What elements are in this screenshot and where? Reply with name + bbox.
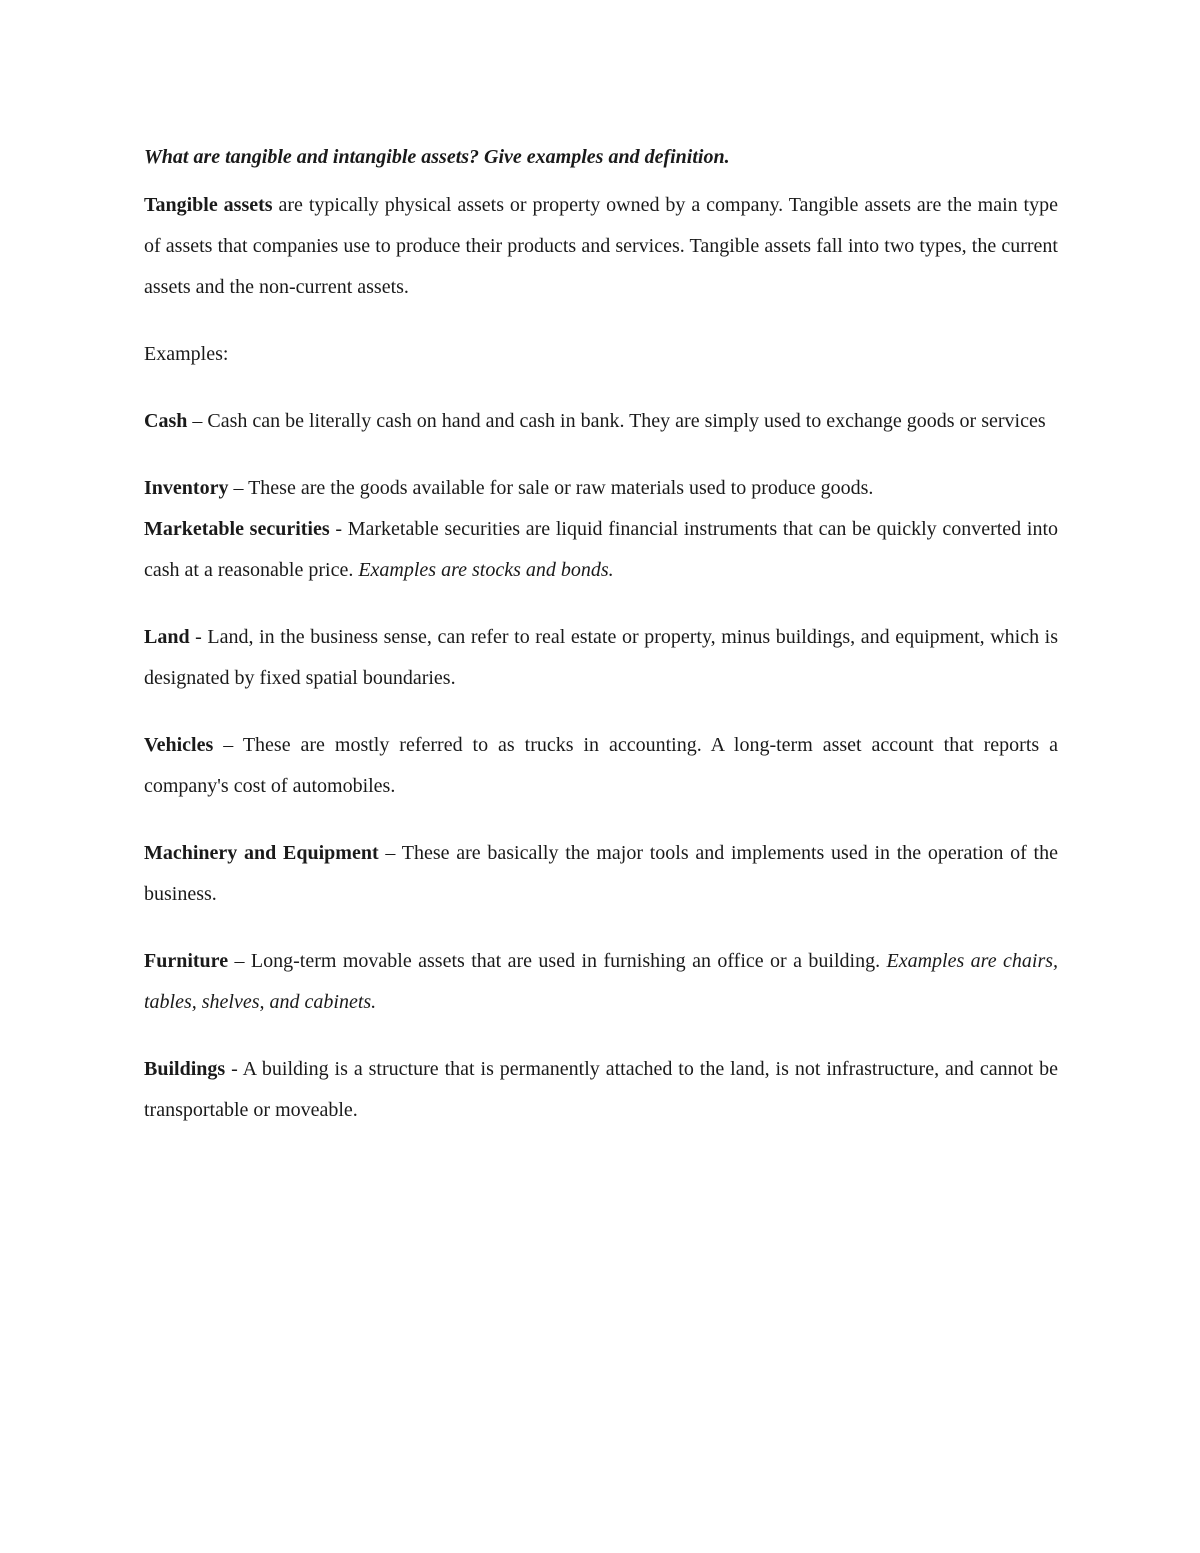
item-marketable-securities <box>144 509 1058 591</box>
item-vehicles <box>144 725 1058 807</box>
intro-text: are typically physical assets or property owned by a company. Tangible assets are the main type of assets that companies use to produce their products and services. Tangible assets fall into two types, the current assets and the non-current assets. <box>144 194 1058 298</box>
item-term: Land <box>144 626 190 648</box>
item-example: Examples are stocks and bonds. <box>358 559 614 581</box>
item-text: – Cash can be literally cash on hand and cash in bank. They are simply used to exchange goods or services <box>187 410 1046 432</box>
item-term: Furniture <box>144 950 229 972</box>
item-term: Cash <box>144 410 188 432</box>
item-term: Inventory <box>144 477 229 499</box>
question-heading: What are tangible and intangible assets? Give examples and definition. <box>144 146 730 168</box>
item-text: – These are basically the major tools and implements used in the operation of the business. <box>144 842 1058 905</box>
item-text: - Land, in the business sense, can refer to real estate or property, minus buildings, and equipment, which is designated by fixed spatial boundaries. <box>144 626 1058 689</box>
item-text: - Marketable securities are liquid financial instruments that can be quickly converted into cash at a reasonable price. <box>144 518 1058 581</box>
intro-term: Tangible assets <box>144 194 273 216</box>
item-furniture <box>144 941 1058 1023</box>
item-land <box>144 617 1058 699</box>
item-term: Machinery and Equipment <box>144 842 379 864</box>
document-body <box>144 142 1058 1157</box>
item-cash <box>144 401 1058 442</box>
intro-paragraph <box>144 185 1058 308</box>
item-text: – These are the goods available for sale or raw materials used to produce goods. <box>228 477 874 499</box>
item-term: Vehicles <box>144 734 214 756</box>
item-text: – Long-term movable assets that are used in furnishing an office or a building. <box>228 950 887 972</box>
item-term: Marketable securities <box>144 518 330 540</box>
item-example: Examples are chairs, tables, shelves, and cabinets. <box>144 950 1059 1013</box>
item-text: - A building is a structure that is permanently attached to the land, is not infrastructure, and cannot be transportable or moveable. <box>144 1058 1058 1121</box>
item-term: Buildings <box>144 1058 226 1080</box>
item-inventory <box>144 468 1058 509</box>
item-text: – These are mostly referred to as trucks in accounting. A long-term asset account that reports a company's cost of automobiles. <box>144 734 1058 797</box>
item-machinery-equipment <box>144 833 1058 915</box>
examples-label: Examples: <box>144 343 229 365</box>
item-buildings <box>144 1049 1058 1131</box>
